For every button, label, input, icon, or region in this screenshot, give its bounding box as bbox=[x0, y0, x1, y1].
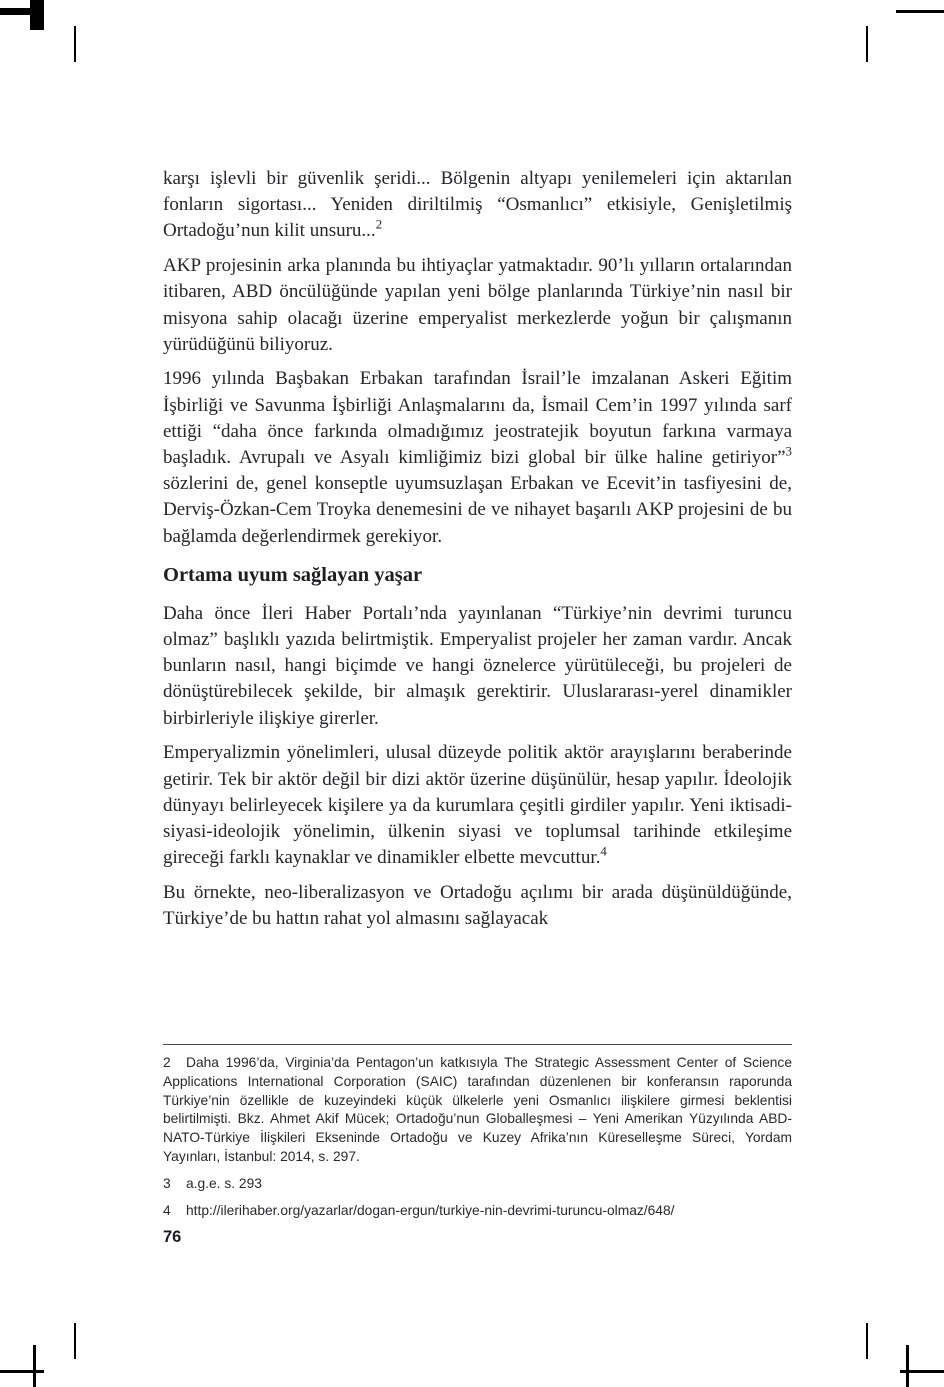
footnote-reference: 3 bbox=[785, 443, 792, 459]
section-heading: Ortama uyum sağlayan yaşar bbox=[163, 563, 423, 586]
trim-mark-top-left-vertical bbox=[30, 0, 44, 30]
body-paragraph: 1996 yılında Başbakan Erbakan tarafından İsrail’le imzalanan Askeri Eğitim İşbirliği ve Savunma İşbirliği Anlaşmalarını da, İsmail Cem’in 1997 yılında sarf ettiği “daha önce farkında olmadığımız jeostratejik boyutun farkına varmaya başladık. Avrupalı ve Asyalı kimliğimiz bizi global bir ülke haline getiriyor”$^3$ sözlerini de, genel konseptle uyumsuzlaşan Erbakan ve Ecevit’in tasfiyesini de, Derviş-Özkan-Cem Troyka denemesini de ve nihayet başarılı AKP projesini de bu bağlamda değerlendirmek gerekiyor. bbox=[163, 368, 792, 547]
footnote-reference: 4 bbox=[600, 843, 607, 859]
body-paragraph: Bu örnekte, neo-liberalizasyon ve Ortadoğu açılımı bir arada düşünüldüğünde, Türkiye’de bu hattın rahat yol almasını sağlayacak bbox=[163, 881, 792, 930]
trim-hairline-bottom-left bbox=[74, 1323, 76, 1359]
footnote-number: 4 bbox=[163, 1202, 171, 1218]
trim-mark-bottom-left-vertical bbox=[33, 1345, 36, 1387]
footnote-reference: 2 bbox=[375, 217, 383, 233]
body-paragraph: Daha önce İleri Haber Portalı’nda yayınlanan “Türkiye’nin devrimi turuncu olmaz” başlıklı yazıda belirtmiştik. Emperyalist projeler her zaman vardır. Ancak bunların nasıl, hangi biçimde ve hangi öznelerce yürütüleceği, bu projeleri de dönüştürebilecek şekilde, bir almaşık gerektirir. Uluslararası-yerel dinamikler birbirleriyle ilişkiye girerler. bbox=[163, 602, 792, 729]
trim-mark-bottom-right-vertical bbox=[906, 1345, 909, 1387]
footnote-block bbox=[163, 1044, 792, 1228]
footnote bbox=[163, 1175, 792, 1194]
body-paragraph: karşı işlevli bir güvenlik şeridi... Bölgenin altyapı yenilemeleri için aktarılan fonların sigortası... Yeniden diriltilmiş “Osmanlıcı” etkisiyle, Genişletilmiş Ortadoğu’nun kilit unsuru...$^2$ bbox=[163, 168, 792, 242]
trim-hairline-top-right bbox=[866, 26, 868, 62]
body-paragraph: AKP projesinin arka planında bu ihtiyaçlar yatmaktadır. 90’lı yılların ortalarından itibaren, ABD öncülüğünde yapılan yeni bölge planlarında Türkiye’nin nasıl bir misyona sahip olacağı üzerine emperyalist merkezlerde yoğun bir çalışmanın yürüdüğünü biliyoruz. bbox=[163, 255, 792, 355]
body-content bbox=[163, 166, 792, 941]
footnote bbox=[163, 1202, 792, 1221]
trim-hairline-bottom-right bbox=[866, 1323, 868, 1359]
footnotes bbox=[163, 1054, 792, 1220]
trim-mark-bottom-left-horizontal bbox=[0, 1370, 44, 1373]
footnote-text: Daha 1996’da, Virginia’da Pentagon’un katkısıyla The Strategic Assessment Center of Science Applications International Corporation (SAIC) tarafından düzenlenen bir konferansın raporunda Türkiye’nin özellikle de kuzeyindeki küçük ülkelerle yeni Osmanlıcı ilişkilere girmesi beklentisi belirtilmişti. Bkz. Ahmet Akif Mücek; Ortadoğu’nun Globalleşmesi – Yeni Amerikan Yüzyılında ABD-NATO-Türkiye İlişkileri Ekseninde Ortadoğu ve Kuzey Afrika’nın Küreselleşme Süreci, Yordam Yayınları, İstanbul: 2014, s. 297. bbox=[163, 1055, 792, 1164]
page-number: 76 bbox=[163, 1228, 182, 1246]
body-paragraph: Emperyalizmin yönelimleri, ulusal düzeyde politik aktör arayışlarını beraberinde getirir. Tek bir aktör değil bir dizi aktör üzerine düşünülür, hesap yapılır. İdeolojik dünyayı belirleyecek kişilere ya da kurumlara çeşitli girdiler yapılır. Yeni iktisadi-siyasi-ideolojik yönelimin, ülkenin siyasi ve toplumsal tarihinde etkileşime gireceği farklı kaynaklar ve dinamikler elbette mevcuttur.$^4$ bbox=[163, 742, 792, 869]
trim-hairline-top-left bbox=[74, 26, 76, 62]
trim-mark-bottom-right-horizontal bbox=[900, 1370, 944, 1373]
footnote-number: 2 bbox=[163, 1055, 171, 1070]
trim-mark-top-right-horizontal bbox=[896, 10, 944, 13]
footnote-text: http://ilerihaber.org/yazarlar/dogan-ergun/turkiye-nin-devrimi-turuncu-olmaz/648/ bbox=[186, 1202, 675, 1218]
footnote-text: a.g.e. s. 293 bbox=[186, 1175, 262, 1191]
footnote bbox=[163, 1054, 792, 1167]
footnote-number: 3 bbox=[163, 1175, 171, 1191]
footnote-separator-rule bbox=[163, 1044, 792, 1045]
